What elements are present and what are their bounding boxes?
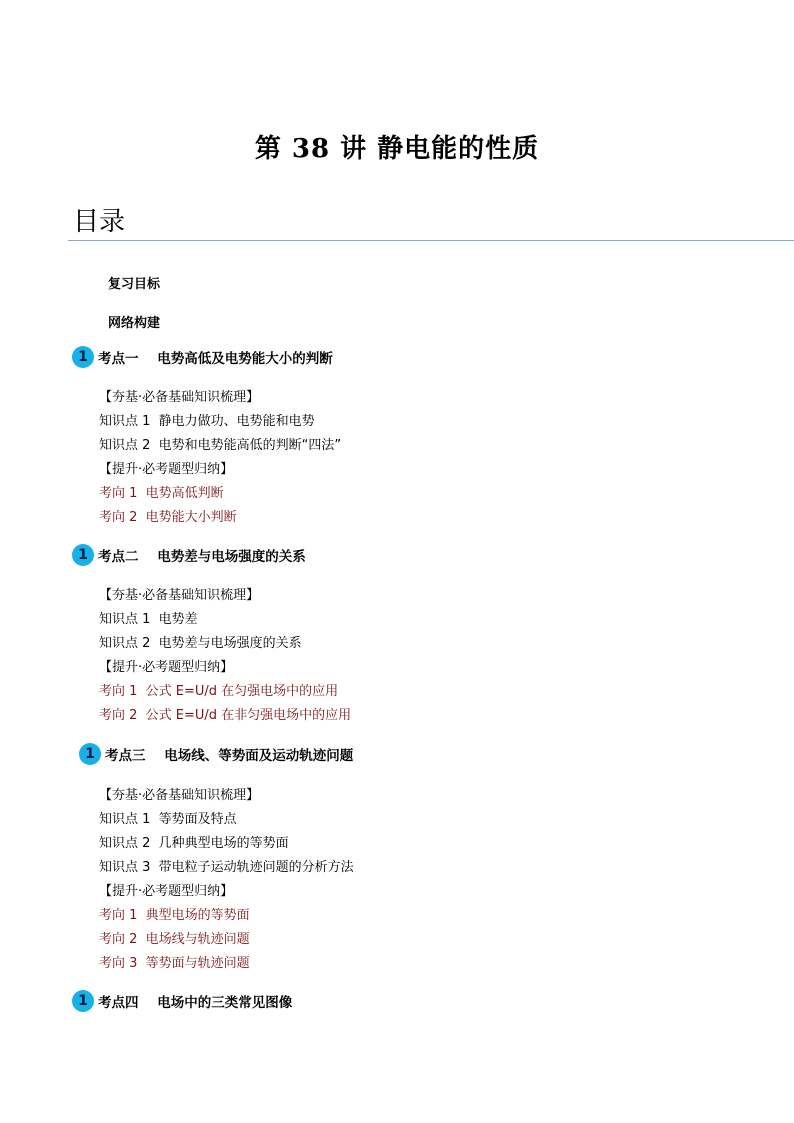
toc-subitem[interactable]: 知识点 2 电势差与电场强度的关系 <box>99 636 302 651</box>
section-title-4: 考点四 电场中的三类常见图像 <box>98 995 293 1011</box>
toc-divider <box>68 240 794 241</box>
toc-subitem[interactable]: 知识点 1 静电力做功、电势能和电势 <box>99 414 315 429</box>
toc-subitem[interactable]: 知识点 2 几种典型电场的等势面 <box>99 836 289 851</box>
toc-item-network[interactable]: 网络构建 <box>108 316 161 331</box>
toc-subitem[interactable]: 知识点 1 电势差 <box>99 612 198 627</box>
toc-subitem[interactable]: 【提升·必考题型归纳】 <box>99 660 234 675</box>
toc-heading: 目录 <box>73 207 126 237</box>
number-badge-icon: 1 <box>72 990 94 1012</box>
section-header-4[interactable] <box>72 990 292 1012</box>
toc-subitem[interactable]: 【夯基·必备基础知识梳理】 <box>99 788 260 803</box>
section-header-1[interactable] <box>72 346 333 368</box>
toc-subitem-question-type[interactable]: 考向 2 电势能大小判断 <box>99 510 237 525</box>
toc-subitem-question-type[interactable]: 考向 1 公式 E=U/d 在匀强电场中的应用 <box>99 684 339 699</box>
section-title-1: 考点一 电势高低及电势能大小的判断 <box>98 351 333 367</box>
number-badge-icon: 1 <box>72 346 94 368</box>
toc-subitem-question-type[interactable]: 考向 3 等势面与轨迹问题 <box>99 956 250 971</box>
toc-subitem[interactable]: 【夯基·必备基础知识梳理】 <box>99 588 260 603</box>
section-header-3[interactable] <box>79 743 353 765</box>
toc-item-review-goals[interactable]: 复习目标 <box>108 277 161 292</box>
toc-subitem-question-type[interactable]: 考向 1 电势高低判断 <box>99 486 224 501</box>
page-title: 第 38 讲 静电能的性质 <box>254 134 540 164</box>
toc-subitem-question-type[interactable]: 考向 2 公式 E=U/d 在非匀强电场中的应用 <box>99 708 352 723</box>
toc-subitem[interactable]: 【夯基·必备基础知识梳理】 <box>99 390 260 405</box>
section-title-3: 考点三 电场线、等势面及运动轨迹问题 <box>105 748 354 764</box>
section-header-2[interactable] <box>72 544 306 566</box>
toc-subitem-question-type[interactable]: 考向 1 典型电场的等势面 <box>99 908 250 923</box>
toc-subitem-question-type[interactable]: 考向 2 电场线与轨迹问题 <box>99 932 250 947</box>
toc-subitem[interactable]: 知识点 3 带电粒子运动轨迹问题的分析方法 <box>99 860 354 875</box>
toc-subitem[interactable]: 知识点 2 电势和电势能高低的判断“四法” <box>99 438 342 453</box>
toc-subitem[interactable]: 【提升·必考题型归纳】 <box>99 884 234 899</box>
number-badge-icon: 1 <box>72 544 94 566</box>
toc-subitem[interactable]: 【提升·必考题型归纳】 <box>99 462 234 477</box>
toc-subitem[interactable]: 知识点 1 等势面及特点 <box>99 812 237 827</box>
number-badge-icon: 1 <box>79 743 101 765</box>
section-title-2: 考点二 电势差与电场强度的关系 <box>98 549 306 565</box>
